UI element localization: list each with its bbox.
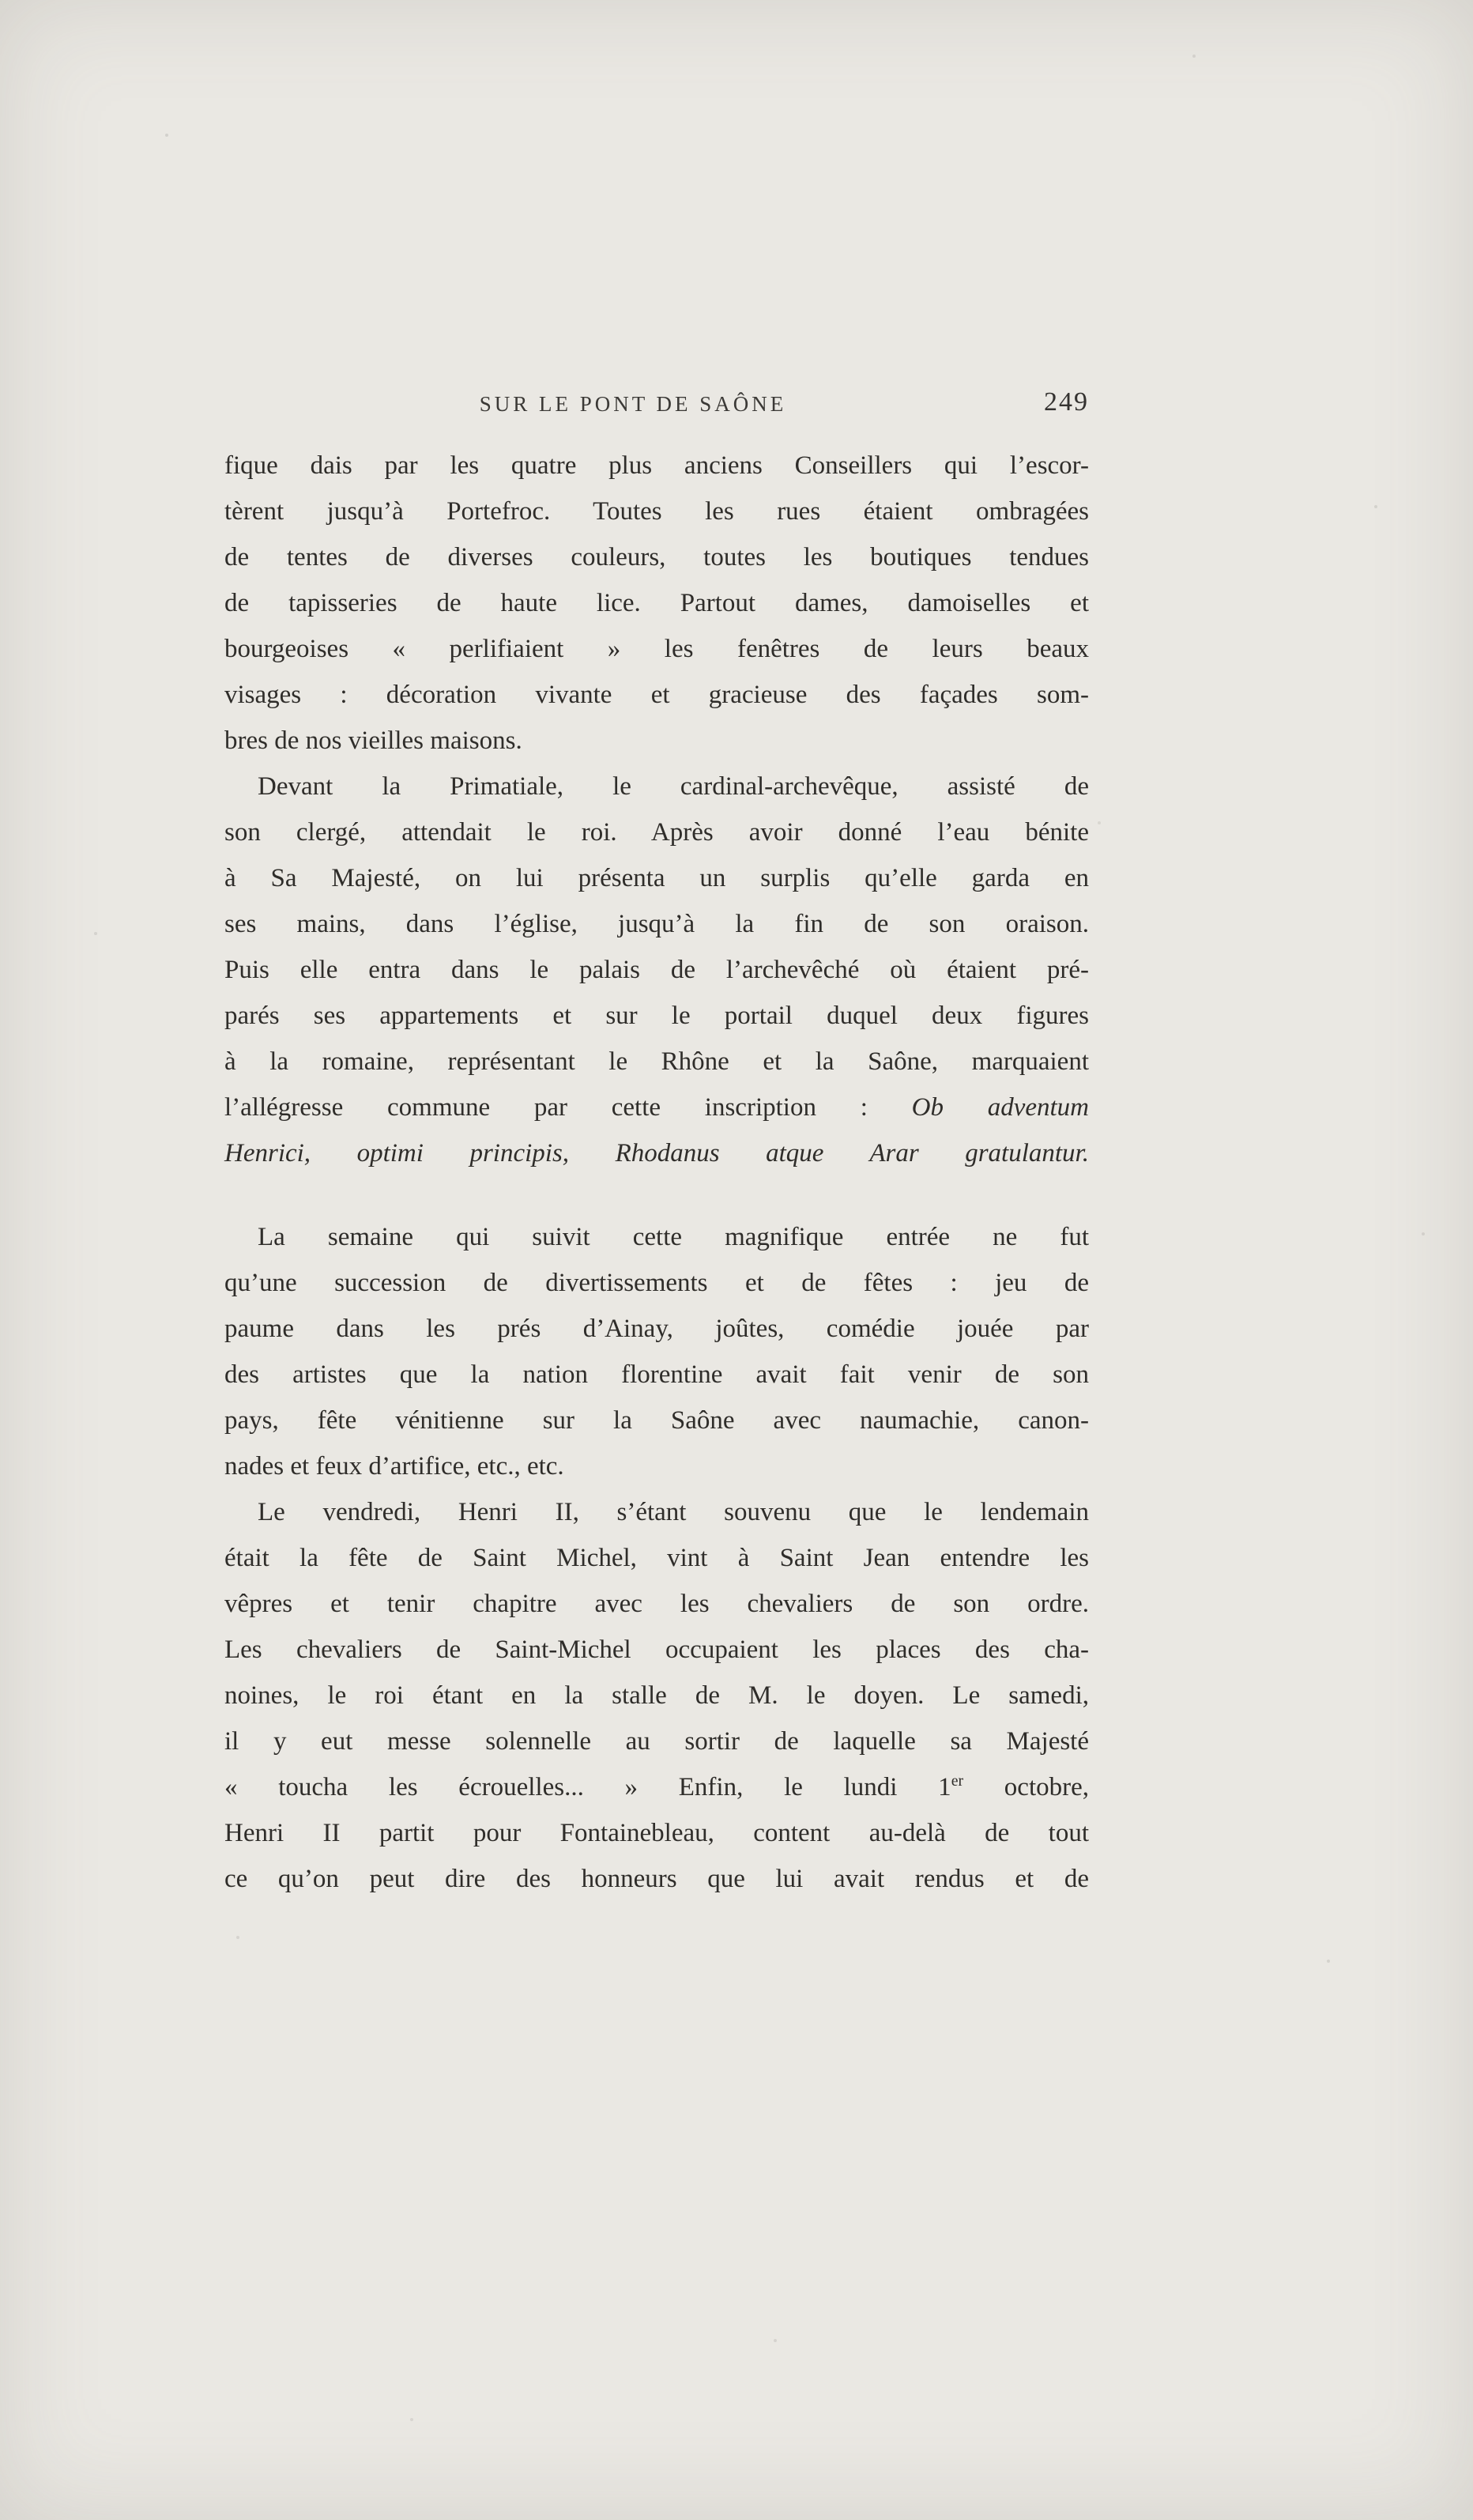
page-header: [224, 387, 1089, 427]
paragraph-1: [224, 443, 1089, 764]
text-segment: l’allégresse commune par cette inscription :: [224, 1093, 912, 1122]
text-line: Henri II partit pour Fontainebleau, content au-delà de tout: [224, 1819, 1089, 1847]
paragraph-4: [224, 1489, 1089, 1902]
text-line: tèrent jusqu’à Portefroc. Toutes les rues étaient ombragées: [224, 497, 1089, 526]
text-line: ce qu’on peut dire des honneurs que lui avait rendus et de: [224, 1865, 1089, 1893]
text-line: il y eut messe solennelle au sortir de laquelle sa Majesté: [224, 1727, 1089, 1756]
text-line: fique dais par les quatre plus anciens Conseillers qui l’escor-: [224, 451, 1089, 480]
text-line: paume dans les prés d’Ainay, joûtes, comédie jouée par: [224, 1315, 1089, 1343]
text-line: La semaine qui suivit cette magnifique entrée ne fut: [258, 1223, 1089, 1251]
latin-inscription: Ob adventum: [911, 1093, 1089, 1122]
paragraph-3: [224, 1214, 1089, 1489]
text-line: vêpres et tenir chapitre avec les chevaliers de son ordre.: [224, 1590, 1089, 1618]
text-line: Devant la Primatiale, le cardinal-archevêque, assisté de: [258, 772, 1089, 801]
text-line: de tapisseries de haute lice. Partout dames, damoiselles et: [224, 589, 1089, 617]
text-line: noines, le roi étant en la stalle de M. le doyen. Le samedi,: [224, 1681, 1089, 1710]
text-segment: octobre,: [963, 1773, 1089, 1801]
text-line: Les chevaliers de Saint-Michel occupaient les places des cha-: [224, 1635, 1089, 1664]
text-line: parés ses appartements et sur le portail duquel deux figures: [224, 1002, 1089, 1030]
text-line: [224, 1085, 1089, 1130]
text-line: visages : décoration vivante et gracieuse des façades som-: [224, 681, 1089, 709]
text-segment: « toucha les écrouelles... » Enfin, le lundi 1: [224, 1773, 951, 1801]
text-line: nades et feux d’artifice, etc., etc.: [224, 1452, 564, 1481]
running-title: SUR LE PONT DE SAÔNE: [479, 392, 787, 416]
text-line: des artistes que la nation florentine avait fait venir de son: [224, 1360, 1089, 1389]
text-line: bourgeoises « perlifiaient » les fenêtres de leurs beaux: [224, 635, 1089, 663]
page-number: 249: [1044, 387, 1089, 417]
text-line: à la romaine, représentant le Rhône et la Saône, marquaient: [224, 1047, 1089, 1076]
text-line: [224, 1130, 1089, 1176]
text-line: de tentes de diverses couleurs, toutes les boutiques tendues: [224, 543, 1089, 572]
text-line: son clergé, attendait le roi. Après avoir donné l’eau bénite: [224, 818, 1089, 847]
text-line: qu’une succession de divertissements et de fêtes : jeu de: [224, 1269, 1089, 1297]
latin-inscription: Henrici, optimi principis, Rhodanus atque Arar gratulantur.: [224, 1139, 1089, 1168]
text-line: Puis elle entra dans le palais de l’archevêché où étaient pré-: [224, 956, 1089, 984]
text-line: pays, fête vénitienne sur la Saône avec naumachie, canon-: [224, 1406, 1089, 1435]
text-block: [224, 443, 1089, 1902]
text-line: à Sa Majesté, on lui présenta un surplis qu’elle garda en: [224, 864, 1089, 892]
text-line: était la fête de Saint Michel, vint à Saint Jean entendre les: [224, 1544, 1089, 1572]
text-line: ses mains, dans l’église, jusqu’à la fin de son oraison.: [224, 910, 1089, 938]
text-line: Le vendredi, Henri II, s’étant souvenu que le lendemain: [258, 1498, 1089, 1526]
text-line: bres de nos vieilles maisons.: [224, 726, 522, 755]
ordinal-superscript: er: [951, 1772, 964, 1790]
text-line: [224, 1764, 1089, 1810]
paragraph-2: [224, 764, 1089, 1176]
